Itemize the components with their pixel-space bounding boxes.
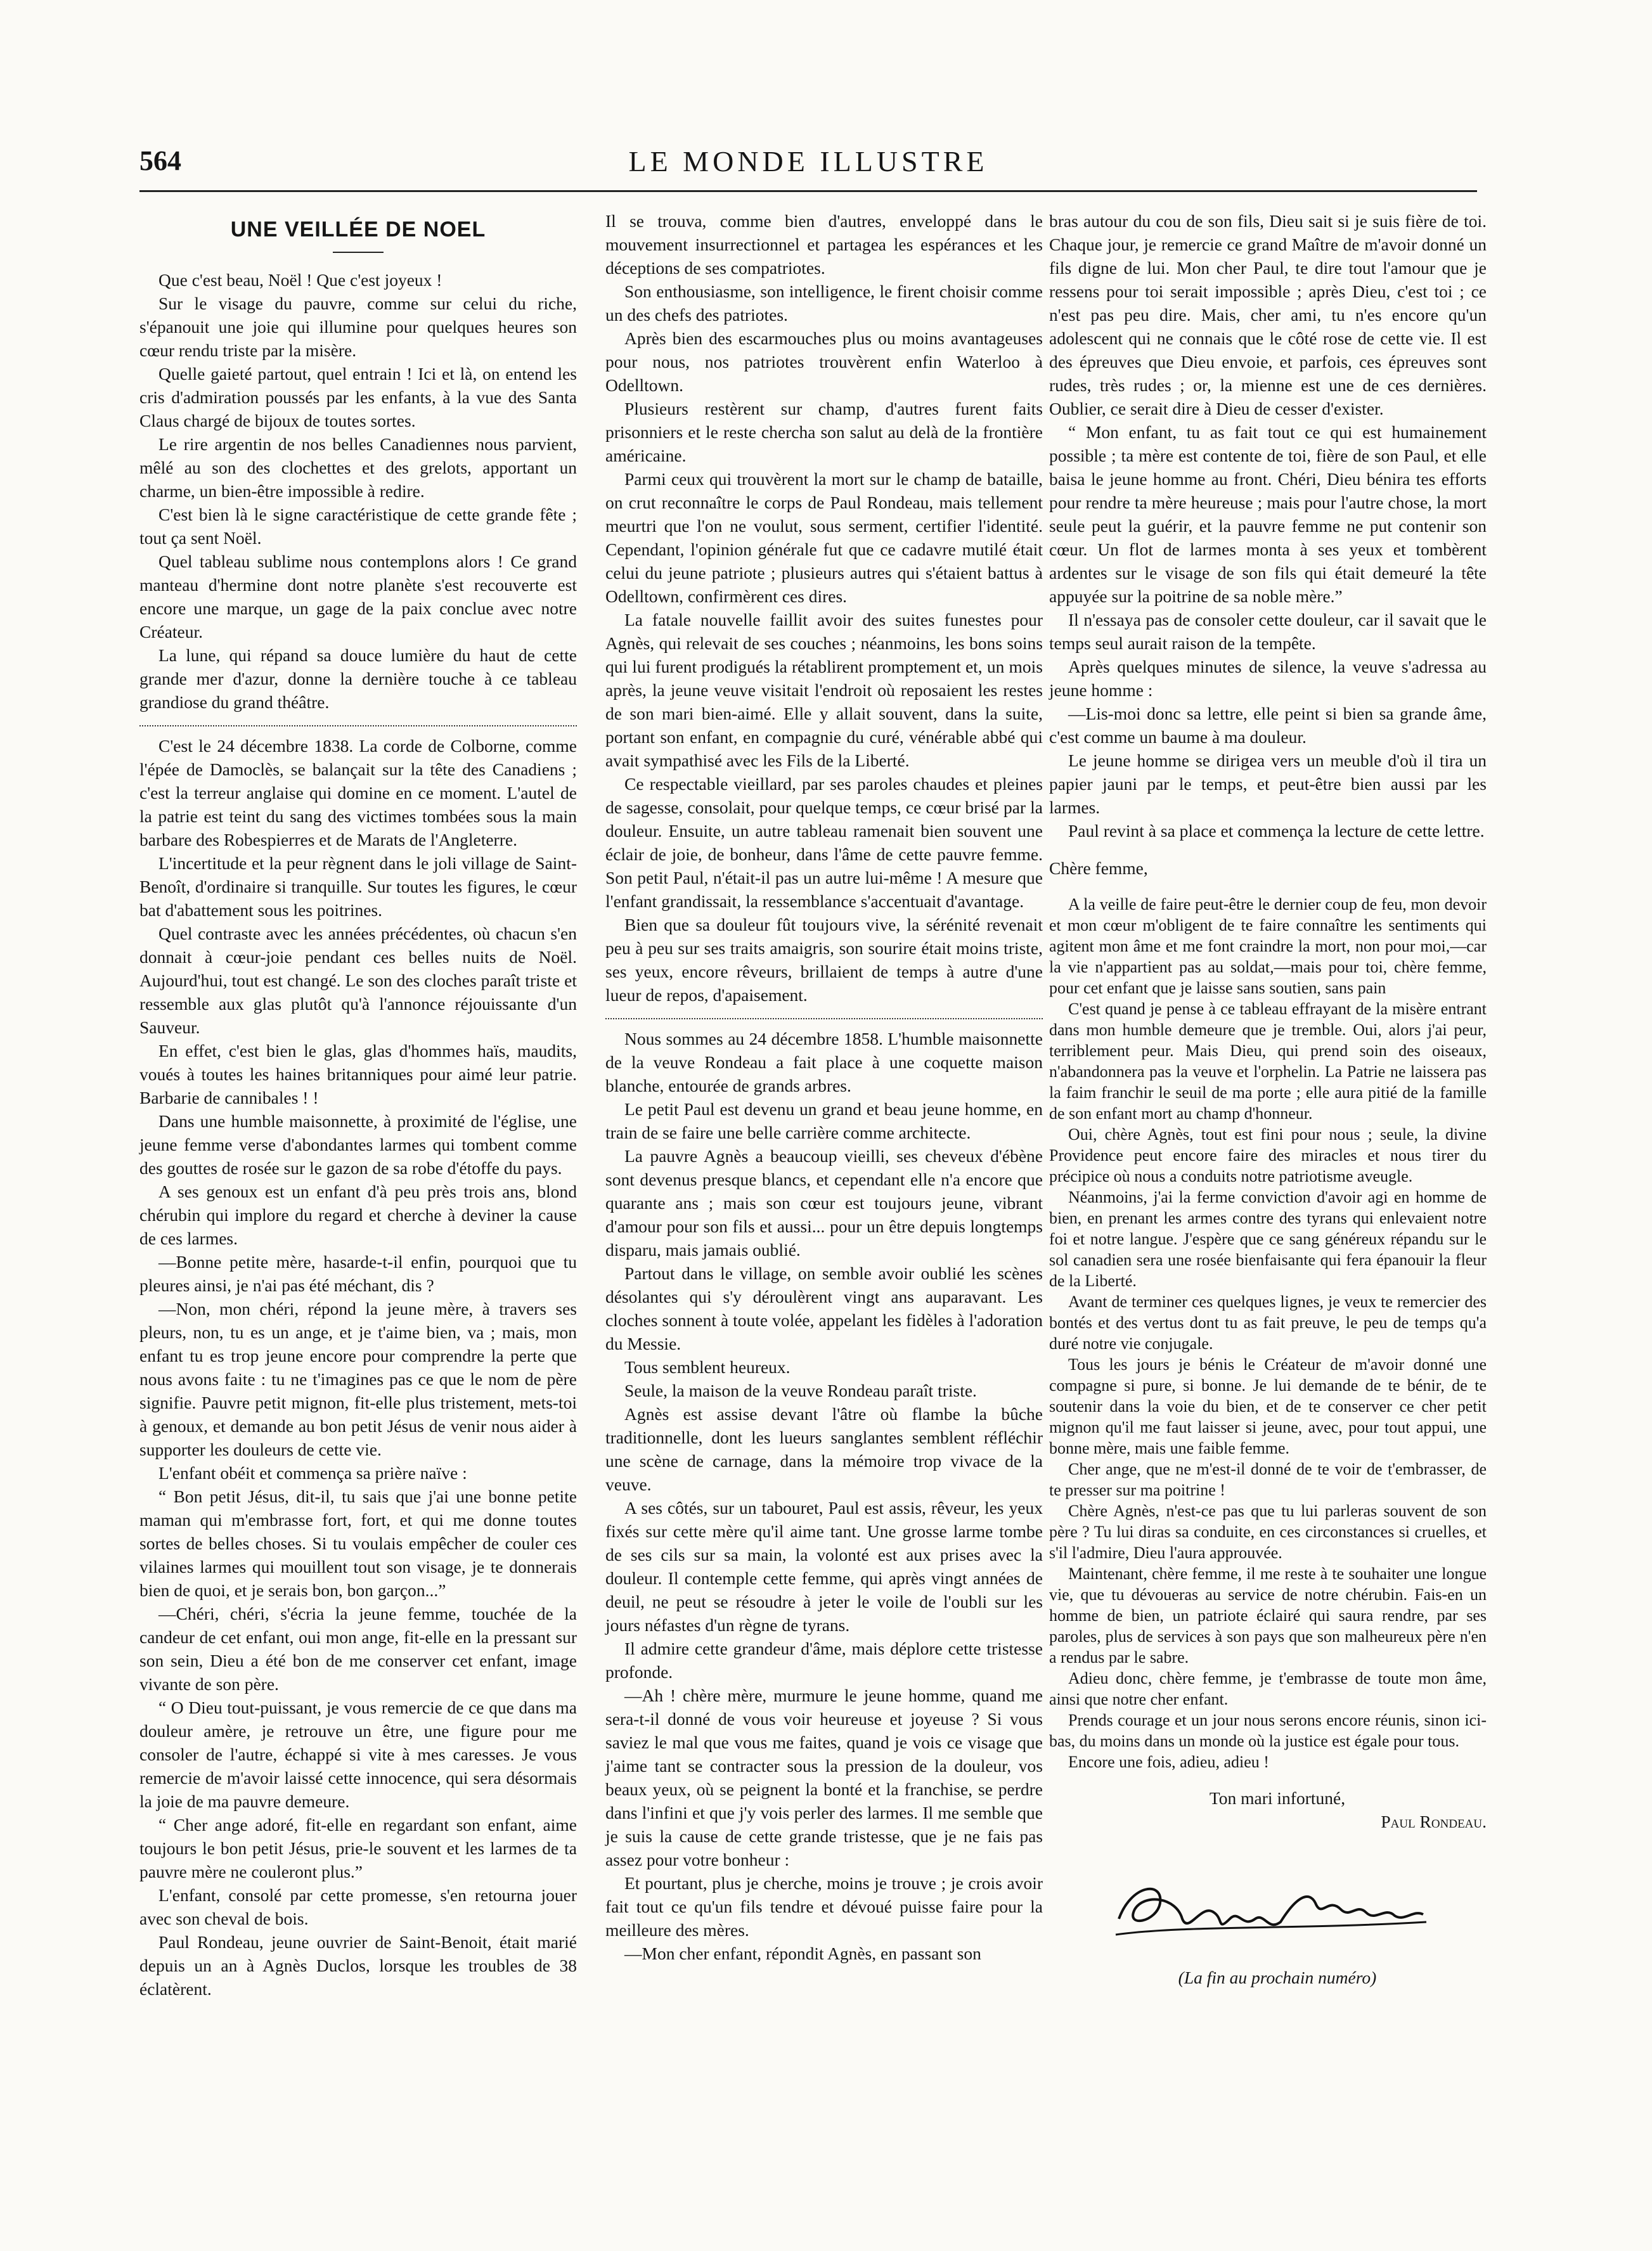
- paragraph: —Mon cher enfant, répondit Agnès, en passant son: [624, 1944, 981, 1963]
- paragraph: La lune, qui répand sa douce lumière du haut de cette grande mer d'azur, donne la dernière touche à ce tableau grandiose du grand théâtre.: [139, 645, 577, 712]
- page-number: 564: [139, 145, 181, 176]
- paragraph: Paul Rondeau, jeune ouvrier de Saint-Benoit, était marié depuis un an à Agnès Duclos, lorsque les troubles de 38 éclatèrent.: [139, 1932, 577, 1999]
- paragraph: La pauvre Agnès a beaucoup vieilli, ses cheveux d'ébène sont devenus presque blancs, et cependant elle n'a encore que quarante ans ; mais son cœur est toujours jeune, vibrant d'amour pour son fils et aussi... pour un être depuis longtemps disparu, mais jamais oublié.: [605, 1146, 1043, 1260]
- letter-salutation: Chère femme,: [1049, 858, 1148, 878]
- paragraph: “ Cher ange adoré, fit-elle en regardant son enfant, aime toujours le bon petit Jésus, prie-le souvent et les larmes de ta pauvre mère ne couleront plus.”: [139, 1815, 577, 1881]
- paragraph: A ses genoux est un enfant d'à peu près trois ans, blond chérubin qui implore du regard et cherche à deviner la cause de ces larmes.: [139, 1182, 577, 1248]
- paragraph: —Bonne petite mère, hasarde-t-il enfin, pourquoi que tu pleures ainsi, je n'ai pas été méchant, dis ?: [139, 1252, 577, 1295]
- letter-paragraph: Encore une fois, adieu, adieu !: [1068, 1753, 1269, 1771]
- letter-paragraph: Néanmoins, j'ai la ferme conviction d'avoir agi en homme de bien, en prenant les armes contre des tyrans qui enlevaient notre foi et notre langue. J'espère que ce sang généreux répandu sur le sol canadien sera une rosée bienfaisante qui fera épanouir la fleur de la Liberté.: [1049, 1188, 1487, 1290]
- paragraph: Le petit Paul est devenu un grand et beau jeune homme, en train de se faire une belle carrière comme architecte.: [605, 1099, 1043, 1142]
- paragraph: “ O Dieu tout-puissant, je vous remercie de ce que dans ma douleur amère, je retrouve un être, une figure pour me consoler de l'autre, échappé si vite à mes caresses. Je vous remercie de m'avoir laissé cette innocence, qui sera désormais la joie de ma pauvre demeure.: [139, 1698, 577, 1811]
- paragraph: C'est bien là le signe caractéristique de cette grande fête ; tout ça sent Noël.: [139, 505, 577, 548]
- letter-paragraph: C'est quand je pense à ce tableau effrayant de la misère entrant dans mon humble demeure que je tremble. Oui, alors j'ai peur, terriblement peur. Mais Dieu, qui prend soin des oiseaux, n'abandonnera pas la veuve et l'orphelin. La Patrie ne laissera pas la faim franchir le seuil de ma porte ; elle aura pitié de la famille de son enfant mort au champ d'honneur.: [1049, 1000, 1487, 1123]
- paragraph: Le jeune homme se dirigea vers un meuble d'où il tira un papier jauni par le temps, et peut-être bien aussi par les larmes.: [1049, 751, 1487, 817]
- paragraph: Après quelques minutes de silence, la veuve s'adressa au jeune homme :: [1049, 657, 1487, 700]
- paragraph: Sur le visage du pauvre, comme sur celui du riche, s'épanouit une joie qui illumine pour quelques heures son cœur rendu triste par la misère.: [139, 293, 577, 360]
- paragraph: Que c'est beau, Noël ! Que c'est joyeux !: [158, 270, 442, 290]
- letter-paragraph: Avant de terminer ces quelques lignes, je veux te remercier des bontés et des vertus dont tu as fait preuve, le peu de temps qu'a duré notre vie conjugale.: [1049, 1293, 1487, 1353]
- section-divider: [605, 1018, 1043, 1019]
- paragraph: Plusieurs restèrent sur champ, d'autres furent faits prisonniers et le reste chercha son salut au delà de la frontière américaine.: [605, 399, 1043, 465]
- paragraph: L'enfant obéit et commença sa prière naïve :: [158, 1463, 467, 1483]
- paragraph: Agnès est assise devant l'âtre où flambe la bûche traditionnelle, dont les lueurs sanglantes semblent réfléchir une scène de carnage, dans la mémoire trop vivace de la veuve.: [605, 1404, 1043, 1494]
- paragraph: Nous sommes au 24 décembre 1858. L'humble maisonnette de la veuve Rondeau a fait place à une coquette maison blanche, entourée de grands arbres.: [605, 1029, 1043, 1095]
- title-divider: [333, 252, 384, 253]
- header-rule: [139, 190, 1477, 192]
- continuation-note: (La fin au prochain numéro): [1178, 1968, 1377, 1987]
- col2-body: [605, 209, 1043, 1965]
- letter-closing: Ton mari infortuné,: [1209, 1788, 1346, 1808]
- letter-paragraph: Maintenant, chère femme, il me reste à te souhaiter une longue vie, que tu dévoueras au service de notre chérubin. Fais-en un homme de bien, un patriote éclairé qui saura rendre, par ses paroles, plus de services à son pays que son malheureux père n'en a rendus par le sabre.: [1049, 1564, 1487, 1667]
- paragraph: Quelle gaieté partout, quel entrain ! Ici et là, on entend les cris d'admiration poussés par les enfants, à la vue des Santa Claus chargé de bijoux de toutes sortes.: [139, 364, 577, 430]
- column-2: [605, 209, 1043, 1965]
- paragraph: En effet, c'est bien le glas, glas d'hommes haïs, maudits, voués à toutes les haines britanniques pour aimé leur patrie. Barbarie de cannibales ! !: [139, 1041, 577, 1107]
- letter-paragraph: Adieu donc, chère femme, je t'embrasse de toute mon âme, ainsi que notre cher enfant.: [1049, 1669, 1487, 1708]
- paragraph: Seule, la maison de la veuve Rondeau paraît triste.: [624, 1381, 977, 1400]
- paragraph: Quel tableau sublime nous contemplons alors ! Ce grand manteau d'hermine dont notre planète s'est recouverte est encore une marque, un gage de la paix conclue avec notre Créateur.: [139, 551, 577, 642]
- letter-paragraph: Chère Agnès, n'est-ce pas que tu lui parleras souvent de son père ? Tu lui diras sa conduite, en ces circonstances si cruelles, et s'il l'admire, Dieu l'aura approuvée.: [1049, 1502, 1487, 1562]
- column-1: [139, 209, 577, 2001]
- col3-body: [1049, 209, 1487, 842]
- letter-body: [1049, 894, 1487, 1772]
- paragraph: Partout dans le village, on semble avoir oublié les scènes désolantes qui s'y déroulèrent vingt ans auparavant. Les cloches sonnent à toute volée, appelant les fidèles à l'adoration du Messie.: [605, 1263, 1043, 1353]
- paragraph: Ce respectable vieillard, par ses paroles chaudes et pleines de sagesse, consolait, pour quelque temps, ce cœur brisé par la douleur. Ensuite, un autre tableau ramenait bien souvent une éclair de joie, de bonheur, dans l'âme de cette pauvre femme. Son petit Paul, n'était-il pas un autre lui-même ! A mesure que l'enfant grandissait, la ressemblance s'accentuait d'avantage.: [605, 774, 1043, 911]
- paragraph: —Chéri, chéri, s'écria la jeune femme, touchée de la candeur de cet enfant, oui mon ange, fit-elle en la pressant sur son sein, Dieu a été bon de me conserver cet enfant, image vivante de son père.: [139, 1604, 577, 1694]
- paragraph: L'incertitude et la peur règnent dans le joli village de Saint-Benoît, d'ordinaire si tranquille. Sur toutes les figures, le cœur bat d'abattement sous les poitrines.: [139, 853, 577, 920]
- author-signature-icon: [1106, 1859, 1436, 1960]
- paragraph: A ses côtés, sur un tabouret, Paul est assis, rêveur, les yeux fixés sur cette mère qu'il aime tant. Une grosse larme tombe de ses cils sur sa main, la volonté est aux prises avec la douleur. Il contemple cette femme, qui après vingt années de deuil, ne peut se résoudre à jeter le voile de l'oubli sur les jours néfastes d'un règne de tyrans.: [605, 1498, 1043, 1635]
- masthead: LE MONDE ILLUSTRE: [628, 145, 988, 177]
- col1-body: [139, 268, 577, 2001]
- paragraph: La fatale nouvelle faillit avoir des suites funestes pour Agnès, qui relevait de ses couches ; néanmoins, les bons soins qui lui furent prodigués la rétablirent promptement et, un mois après, la jeune veuve visitait l'endroit où reposaient les restes de son mari bien-aimé. Elle y allait souvent, dans la suite, portant son enfant, en compagnie du curé, vénérable abbé qui avait sympathisé avec les Fils de la Liberté.: [605, 610, 1043, 770]
- paragraph: —Non, mon chéri, répond la jeune mère, à travers ses pleurs, non, tu es un ange, et je t'aime bien, va ; mais, mon enfant tu es trop jeune encore pour comprendre la perte que nous avons faite : tu ne t'imagines pas ce que le nom de père signifie. Pauvre petit mignon, fit-elle plus tristement, mets-toi à genoux, et demande au bon petit Jésus de venir nous aider à supporter les douleurs de cette vie.: [139, 1299, 577, 1459]
- paragraph: Le rire argentin de nos belles Canadiennes nous parvient, mêlé au son des clochettes et des grelots, apportant un charme, un bien-être impossible à redire.: [139, 434, 577, 501]
- article-title: UNE VEILLÉE DE NOEL: [230, 217, 486, 242]
- letter-paragraph: Cher ange, que ne m'est-il donné de te voir de t'embrasser, de te presser sur ma poitrine !: [1049, 1460, 1487, 1499]
- paragraph: Quel contraste avec les années précédentes, où chacun s'en donnait à cœur-joie pendant ces belles nuits de Noël. Aujourd'hui, tout est changé. Le son des cloches paraît triste et ressemble aux glas plutôt qu'à l'annonce réjouissante d'un Sauveur.: [139, 924, 577, 1037]
- paragraph: Il n'essaya pas de consoler cette douleur, car il savait que le temps seul aurait raison de la tempête.: [1049, 610, 1487, 653]
- letter-signer: Paul Rondeau.: [1381, 1812, 1487, 1831]
- paragraph: Tous semblent heureux.: [624, 1357, 791, 1377]
- paragraph: —Ah ! chère mère, murmure le jeune homme, quand me sera-t-il donné de vous voir heureuse et joyeuse ? Si vous saviez le mal que vous me faites, quand je vois ce visage que j'aime tant se contracter sous la pression de la douleur, vos beaux yeux, où se peignent la bonté et la franchise, se perdre dans l'infini et que j'y vois perler des larmes. Il me semble que je suis la cause de cette grande tristesse, que je ne fais pas assez pour votre bonheur :: [605, 1686, 1043, 1869]
- paragraph: Son enthousiasme, son intelligence, le firent choisir comme un des chefs des patriotes.: [605, 281, 1043, 325]
- paragraph: Il se trouva, comme bien d'autres, enveloppé dans le mouvement insurrectionnel et partagea les espérances et les déceptions de ses compatriotes.: [605, 211, 1043, 278]
- letter-paragraph: Oui, chère Agnès, tout est fini pour nous ; seule, la divine Providence peut encore faire des miracles et nous tirer du précipice où nous a conduits notre patriotisme aveugle.: [1049, 1125, 1487, 1185]
- paragraph: Paul revint à sa place et commença la lecture de cette lettre.: [1068, 821, 1485, 841]
- paragraph: bras autour du cou de son fils, Dieu sait si je suis fière de toi. Chaque jour, je remercie ce grand Maître de m'avoir donné un fils digne de lui. Mon cher Paul, te dire tout l'amour que je ressens pour toi serait impossible ; après Dieu, c'est toi ; ce n'est pas peu dire. Mais, cher ami, tu n'es encore qu'un adolescent qui ne connais que le côté rose de cette vie. Il est des épreuves que Dieu envoie, et parfois, ces épreuves sont rudes, très rudes ; or, la mienne est une de ces dernières. Oublier, ce serait dire à Dieu de cesser d'exister.: [1049, 211, 1487, 418]
- paragraph: Bien que sa douleur fût toujours vive, la sérénité revenait peu à peu sur ses traits amaigris, son sourire était moins triste, ses yeux, encore rêveurs, brillaient de temps à autre d'une lueur de repos, d'apaisement.: [605, 915, 1043, 1005]
- paragraph: “ Mon enfant, tu as fait tout ce qui est humainement possible ; ta mère est contente de toi, fière de son Paul, et elle baisa le jeune homme au front. Chéri, Dieu bénira tes efforts pour rendre ta mère heureuse ; mais pour l'autre chose, la mort seule peut la guérir, et la pauvre femme ne put contenir son cœur. Un flot de larmes monta à ses yeux et tombèrent ardentes sur le visage de son fils qui était demeuré la tête appuyée sur la poitrine de sa noble mère.”: [1049, 422, 1487, 606]
- paragraph: Après bien des escarmouches plus ou moins avantageuses pour nous, nos patriotes trouvèrent enfin Waterloo à Odelltown.: [605, 328, 1043, 395]
- letter-paragraph: A la veille de faire peut-être le dernier coup de feu, mon devoir et mon cœur m'obligent de te faire connaître les sentiments qui agitent mon âme et me font craindre la mort, non pour moi,—car la vie n'appartient pas au soldat,—mais pour toi, chère femme, pour cet enfant que je laisse sans soutien, sans pain: [1049, 895, 1487, 997]
- paragraph: C'est le 24 décembre 1838. La corde de Colborne, comme l'épée de Damoclès, se balançait sur la tête des Canadiens ; c'est la terreur anglaise qui domine en ce moment. L'autel de la patrie est teint du sang des victimes tombées sous la main barbare des Robespierres et de Marats de l'Angleterre.: [139, 736, 577, 849]
- letter-paragraph: Prends courage et un jour nous serons encore réunis, sinon ici-bas, du moins dans un monde où la justice est égale pour tous.: [1049, 1711, 1487, 1750]
- paragraph: Dans une humble maisonnette, à proximité de l'église, une jeune femme verse d'abondantes larmes qui tombent comme des gouttes de rosée sur le gazon de sa robe d'étoffe du pays.: [139, 1111, 577, 1178]
- paragraph: Il admire cette grandeur d'âme, mais déplore cette tristesse profonde.: [605, 1639, 1043, 1682]
- paragraph: L'enfant, consolé par cette promesse, s'en retourna jouer avec son cheval de bois.: [139, 1885, 577, 1928]
- section-divider: [139, 725, 577, 726]
- paragraph: —Lis-moi donc sa lettre, elle peint si bien sa grande âme, c'est comme un baume à ma douleur.: [1049, 704, 1487, 747]
- column-3: [1049, 209, 1487, 1989]
- paragraph: Parmi ceux qui trouvèrent la mort sur le champ de bataille, on crut reconnaître le corps de Paul Rondeau, mais tellement meurtri que l'on ne voulut, sous serment, certifier l'identité. Cependant, l'opinion générale fut que ce cadavre mutilé était celui du jeune patriote ; plusieurs autres qui s'étaient battus à Odelltown, confirmèrent ces dires.: [605, 469, 1043, 606]
- letter-paragraph: Tous les jours je bénis le Créateur de m'avoir donné une compagne si pure, si bonne. Je lui demande de te bénir, de te soutenir dans la voie du bien, et de te conserver ce cher petit mignon qu'il me faut laisser si jeune, avec, pour tout appui, une bonne mère, mais une faible femme.: [1049, 1355, 1487, 1457]
- paragraph: “ Bon petit Jésus, dit-il, tu sais que j'ai une bonne petite maman qui m'embrasse fort, fort, et qui me donne toutes sortes de belles choses. Si tu voulais empêcher de couler ces vilaines larmes qui mouillent tout son visage, je te donnerais bien de quoi, et je serais bon, bon garçon...”: [139, 1487, 577, 1600]
- paragraph: Et pourtant, plus je cherche, moins je trouve ; je crois avoir fait tout ce qu'un fils tendre et dévoué puisse faire pour la meilleure des mères.: [605, 1873, 1043, 1940]
- page-header: [139, 145, 1477, 189]
